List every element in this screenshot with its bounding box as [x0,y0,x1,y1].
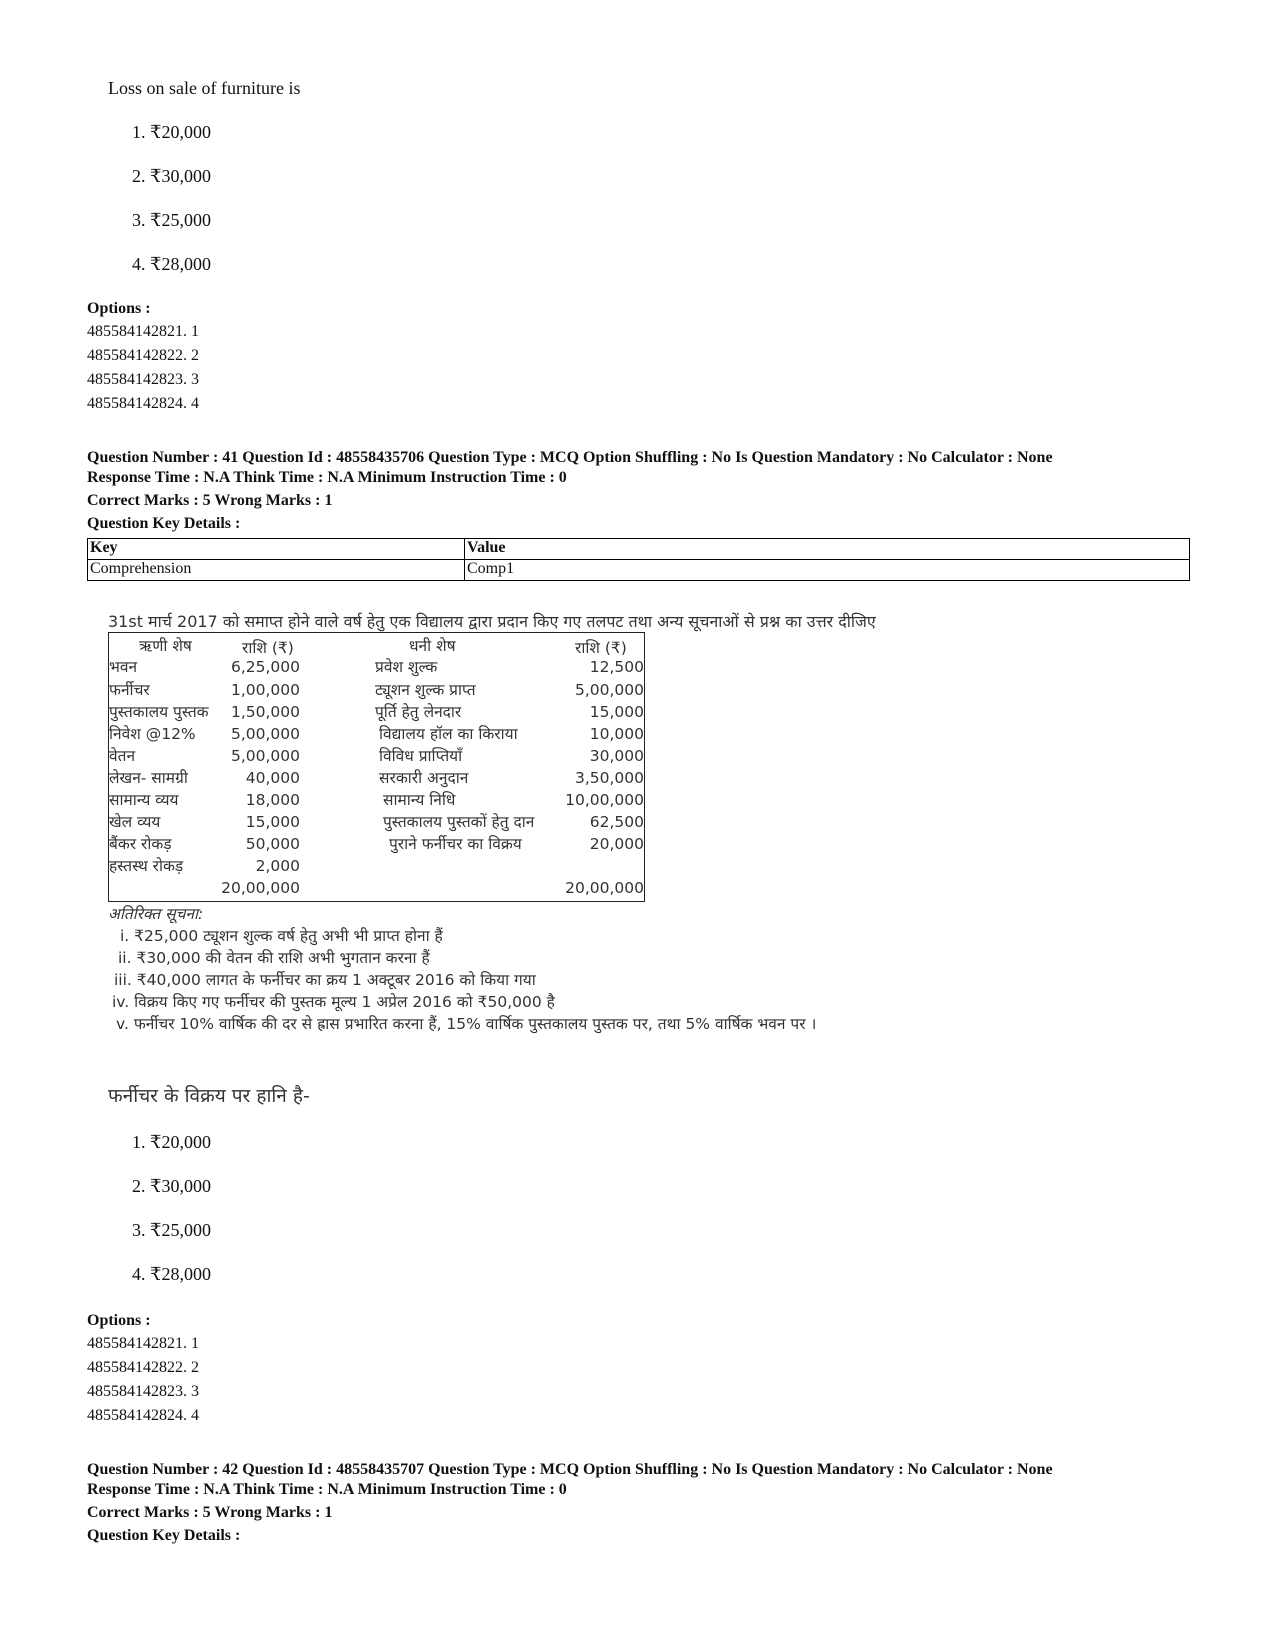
additional-info-item: iv. विक्रय किए गए फर्नीचर की पुस्तक मूल्य 1 अप्रेल 2016 को ₹50,000 है [112,993,555,1011]
tb-debit-item: बैंकर रोकड़ [109,835,172,853]
additional-info-title: अतिरिक्त सूचना: [108,905,204,923]
value-cell: Comp1 [465,560,1190,581]
prev-choice-3: 3. ₹25,000 [132,210,211,230]
q42-meta-line1: Question Number : 42 Question Id : 48558435707 Question Type : MCQ Option Shuffling : No Is Question Mandatory : No Calculator : None [87,1461,1053,1478]
tb-debit-amount: 6,25,000 [230,658,300,676]
tb-debit-item: सामान्य व्यय [109,791,179,809]
q41-key-table [87,538,1190,581]
q41-meta-line1: Question Number : 41 Question Id : 48558435706 Question Type : MCQ Option Shuffling : No Is Question Mandatory : No Calculator : None [87,449,1053,466]
tb-credit-item: विद्यालय हॉल का किराया [379,725,518,743]
tb-debit-item: खेल व्यय [109,813,161,831]
tb-debit-amount: 2,000 [255,857,300,875]
q41-key-details-label: Question Key Details : [87,515,241,532]
q41-choice-4: 4. ₹28,000 [132,1264,211,1284]
tb-credit-item: पुस्तकालय पुस्तकों हेतु दान [383,813,535,831]
additional-info-item: ii. ₹30,000 की वेतन की राशि अभी भुगतान करना हैं [118,949,430,967]
additional-info-item: v. फर्नीचर 10% वार्षिक की दर से ह्रास प्रभारित करना हैं, 15% वार्षिक पुस्तकालय पुस्तक पर, तथा 5% वार्षिक भवन पर । [116,1015,817,1033]
additional-info-item: iii. ₹40,000 लागत के फर्नीचर का क्रय 1 अक्टूबर 2016 को किया गया [114,971,536,989]
prev-choice-2: 2. ₹30,000 [132,166,211,186]
q41-choice-2: 2. ₹30,000 [132,1176,211,1196]
q42-key-details-label: Question Key Details : [87,1527,241,1544]
tb-header-amount-debit: राशि (₹) [242,639,294,657]
comprehension-intro: 31st मार्च 2017 को समाप्त होने वाले वर्ष हेतु एक विद्यालय द्वारा प्रदान किए गए तलपट तथा अन्य सूचनाओं से प्रश्न का उत्तर दीजिए [108,612,876,631]
tb-debit-amount: 5,00,000 [230,725,300,743]
tb-credit-amount: 20,000 [589,835,644,853]
prev-choice-1: 1. ₹20,000 [132,122,211,142]
tb-debit-item: लेखन- सामग्री [109,769,188,787]
q42-marks: Correct Marks : 5 Wrong Marks : 1 [87,1504,333,1521]
tb-debit-amount: 40,000 [245,769,300,787]
q42-meta-line2: Response Time : N.A Think Time : N.A Minimum Instruction Time : 0 [87,1481,567,1498]
tb-debit-amount: 18,000 [245,791,300,809]
tb-header-credit: धनी शेष [409,637,456,655]
tb-debit-amount: 1,50,000 [230,703,300,721]
tb-total-credit: 20,00,000 [565,879,644,897]
tb-credit-amount: 5,00,000 [574,681,644,699]
tb-credit-item: ट्यूशन शुल्क प्राप्त [375,681,476,699]
q41-option-2: 485584142822. 2 [87,1359,199,1376]
key-cell: Comprehension [88,560,465,581]
tb-credit-amount: 62,500 [589,813,644,831]
q41-option-1: 485584142821. 1 [87,1335,199,1352]
key-header: Key [88,539,465,560]
q41-marks: Correct Marks : 5 Wrong Marks : 1 [87,492,333,509]
tb-credit-amount: 30,000 [589,747,644,765]
tb-credit-item: प्रवेश शुल्क [375,658,438,676]
additional-info-item: i. ₹25,000 ट्यूशन शुल्क वर्ष हेतु अभी भी प्राप्त होना हैं [120,927,443,945]
prev-options-label: Options : [87,300,151,317]
prev-choice-4: 4. ₹28,000 [132,254,211,274]
tb-header-amount-credit: राशि (₹) [575,639,627,657]
q41-meta-line2: Response Time : N.A Think Time : N.A Minimum Instruction Time : 0 [87,469,567,486]
tb-credit-item: पूर्ति हेतु लेनदार [375,703,462,721]
tb-credit-item: सामान्य निधि [383,791,456,809]
tb-credit-amount: 10,000 [589,725,644,743]
tb-credit-item: पुराने फर्नीचर का विक्रय [389,835,522,853]
q41-options-label: Options : [87,1312,151,1329]
tb-header-debit: ऋणी शेष [139,637,192,655]
q41-question-text: फर्नीचर के विक्रय पर हानि है- [108,1085,310,1107]
tb-debit-amount: 15,000 [245,813,300,831]
q41-choice-3: 3. ₹25,000 [132,1220,211,1240]
tb-debit-item: निवेश @12% [109,725,196,743]
trial-balance-table [108,632,645,902]
prev-question-text: Loss on sale of furniture is [108,78,301,98]
tb-debit-item: पुस्तकालय पुस्तक [109,703,209,721]
tb-debit-item: हस्तस्थ रोकड़ [109,857,184,875]
tb-credit-item: सरकारी अनुदान [379,769,469,787]
tb-debit-item: भवन [109,658,138,676]
tb-debit-amount: 1,00,000 [230,681,300,699]
tb-credit-amount: 10,00,000 [565,791,644,809]
tb-credit-amount: 15,000 [589,703,644,721]
tb-total-debit: 20,00,000 [221,879,300,897]
tb-credit-amount: 12,500 [589,658,644,676]
prev-option-2: 485584142822. 2 [87,347,199,364]
tb-debit-amount: 5,00,000 [230,747,300,765]
tb-credit-amount: 3,50,000 [574,769,644,787]
tb-debit-item: फर्नीचर [109,681,150,699]
prev-option-3: 485584142823. 3 [87,371,199,388]
prev-option-4: 485584142824. 4 [87,395,199,412]
q41-option-4: 485584142824. 4 [87,1407,199,1424]
tb-debit-amount: 50,000 [245,835,300,853]
tb-debit-item: वेतन [109,747,136,765]
prev-option-1: 485584142821. 1 [87,323,199,340]
q41-choice-1: 1. ₹20,000 [132,1132,211,1152]
value-header: Value [465,539,1190,560]
q41-option-3: 485584142823. 3 [87,1383,199,1400]
tb-credit-item: विविध प्राप्तियाँ [379,747,463,765]
